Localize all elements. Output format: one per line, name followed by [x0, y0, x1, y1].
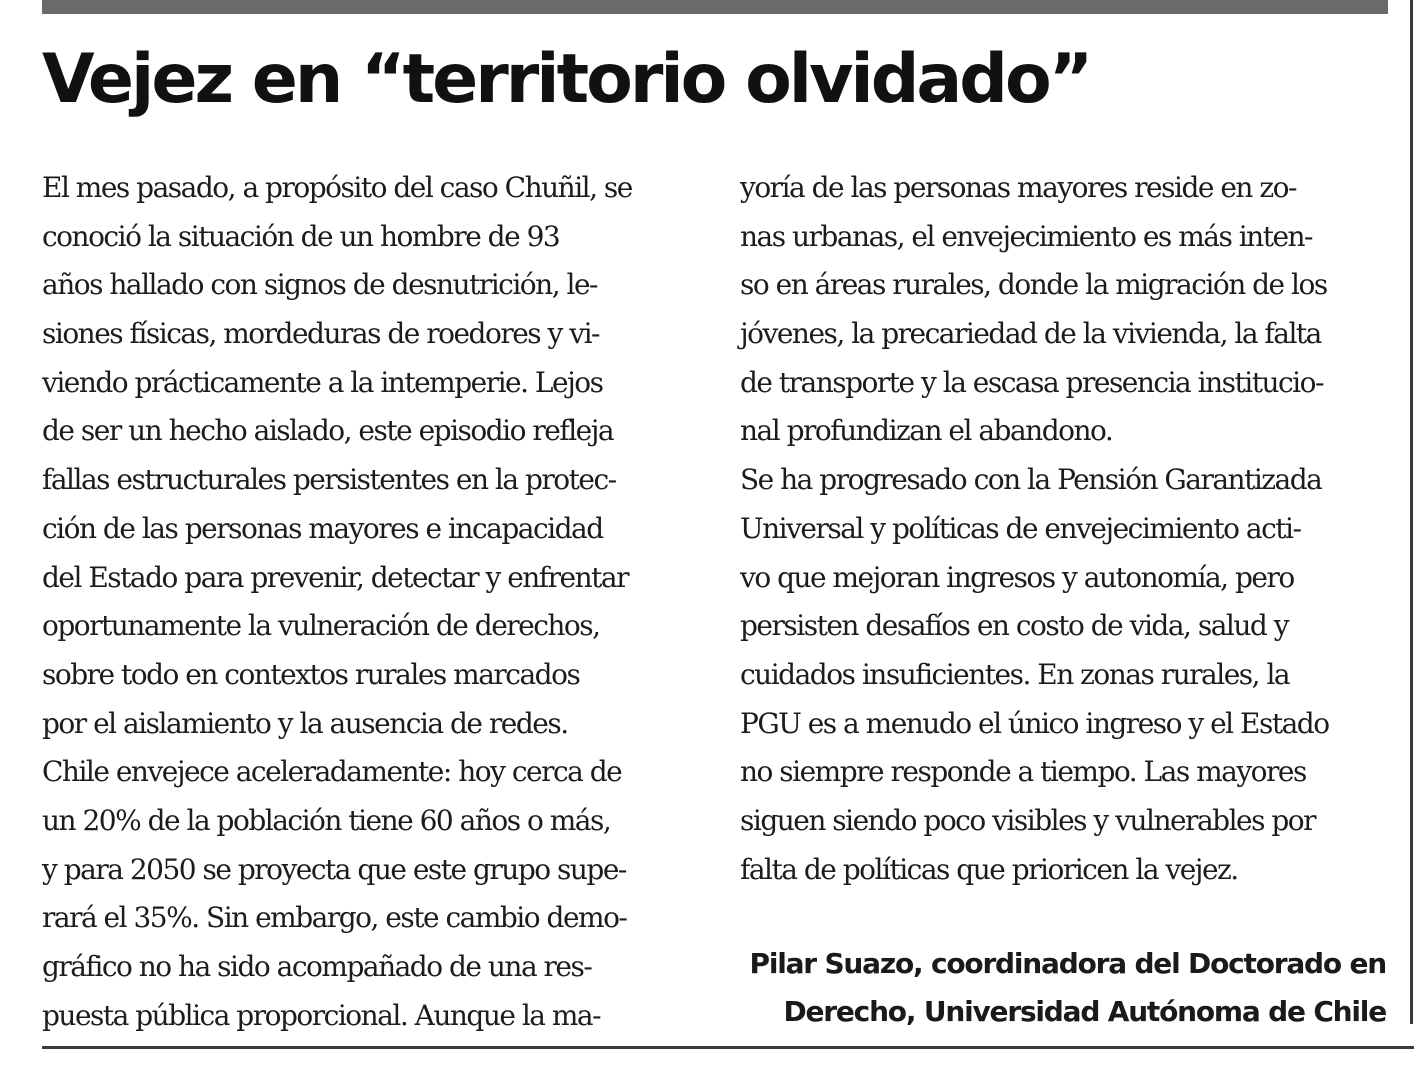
- body-text-line: jóvenes, la precariedad de la vivienda, la falta: [740, 317, 1321, 351]
- body-text-line: nas urbanas, el envejecimiento es más inten-: [740, 219, 1313, 253]
- body-text-line: Universal y políticas de envejecimiento acti-: [740, 511, 1301, 545]
- article-headline: Vejez en “territorio olvidado”: [42, 40, 1091, 119]
- article-column-left: [42, 164, 692, 1040]
- body-text-line: siones físicas, mordeduras de roedores y vi-: [42, 317, 599, 351]
- body-text-line: yoría de las personas mayores reside en zo-: [740, 171, 1296, 204]
- body-text-line: gráfico no ha sido acompañado de una res-: [42, 950, 592, 983]
- article-column-right: [740, 164, 1390, 894]
- body-text-line: Chile envejece aceleradamente: hoy cerca de: [42, 755, 622, 789]
- top-rule-bar: [42, 0, 1388, 14]
- body-text-line: vo que mejoran ingresos y autonomía, pero: [740, 560, 1294, 594]
- body-text-line: del Estado para prevenir, detectar y enfrentar: [42, 560, 628, 594]
- bottom-rule: [42, 1046, 1414, 1049]
- body-text-line: so en áreas rurales, donde la migración de los: [740, 268, 1327, 302]
- body-text-line: ción de las personas mayores e incapacidad: [42, 511, 603, 545]
- body-text-line: y para 2050 se proyecta que este grupo supe-: [42, 852, 626, 886]
- byline-line: Pilar Suazo, coordinadora del Doctorado en: [749, 947, 1386, 980]
- body-text-line: sobre todo en contextos rurales marcados: [42, 657, 580, 691]
- body-text-line: fallas estructurales persistentes en la protec-: [42, 463, 616, 497]
- body-text-line: puesta pública proporcional. Aunque la ma-: [42, 998, 601, 1032]
- body-text-line: El mes pasado, a propósito del caso Chuñil, se: [42, 171, 632, 204]
- body-text-line: no siempre responde a tiempo. Las mayores: [740, 755, 1306, 789]
- author-byline: [750, 940, 1387, 1036]
- body-text-line: por el aislamiento y la ausencia de redes.: [42, 706, 568, 740]
- right-border-rule: [1410, 0, 1413, 1024]
- body-text-line: un 20% de la población tiene 60 años o más,: [42, 803, 611, 837]
- body-text-line: conoció la situación de un hombre de 93: [42, 219, 560, 253]
- body-text-line: nal profundizan el abandono.: [740, 414, 1113, 448]
- body-text-line: PGU es a menudo el único ingreso y el Estado: [740, 706, 1329, 740]
- body-text-line: persisten desafíos en costo de vida, salud y: [740, 609, 1289, 643]
- body-text-line: rará el 35%. Sin embargo, este cambio demo-: [42, 901, 627, 935]
- body-text-line: viendo prácticamente a la intemperie. Lejos: [42, 365, 603, 399]
- body-text-line: oportunamente la vulneración de derechos,: [42, 609, 600, 643]
- body-text-line: Se ha progresado con la Pensión Garantizada: [740, 463, 1322, 497]
- body-text-line: de ser un hecho aislado, este episodio refleja: [42, 414, 614, 448]
- body-text-line: de transporte y la escasa presencia institucio-: [740, 365, 1323, 399]
- body-text-line: falta de políticas que prioricen la vejez.: [740, 852, 1238, 886]
- byline-line: Derecho, Universidad Autónoma de Chile: [783, 995, 1386, 1028]
- body-text-line: años hallado con signos de desnutrición, le-: [42, 268, 597, 302]
- body-text-line: siguen siendo poco visibles y vulnerables por: [740, 803, 1316, 837]
- body-text-line: cuidados insuficientes. En zonas rurales, la: [740, 657, 1290, 691]
